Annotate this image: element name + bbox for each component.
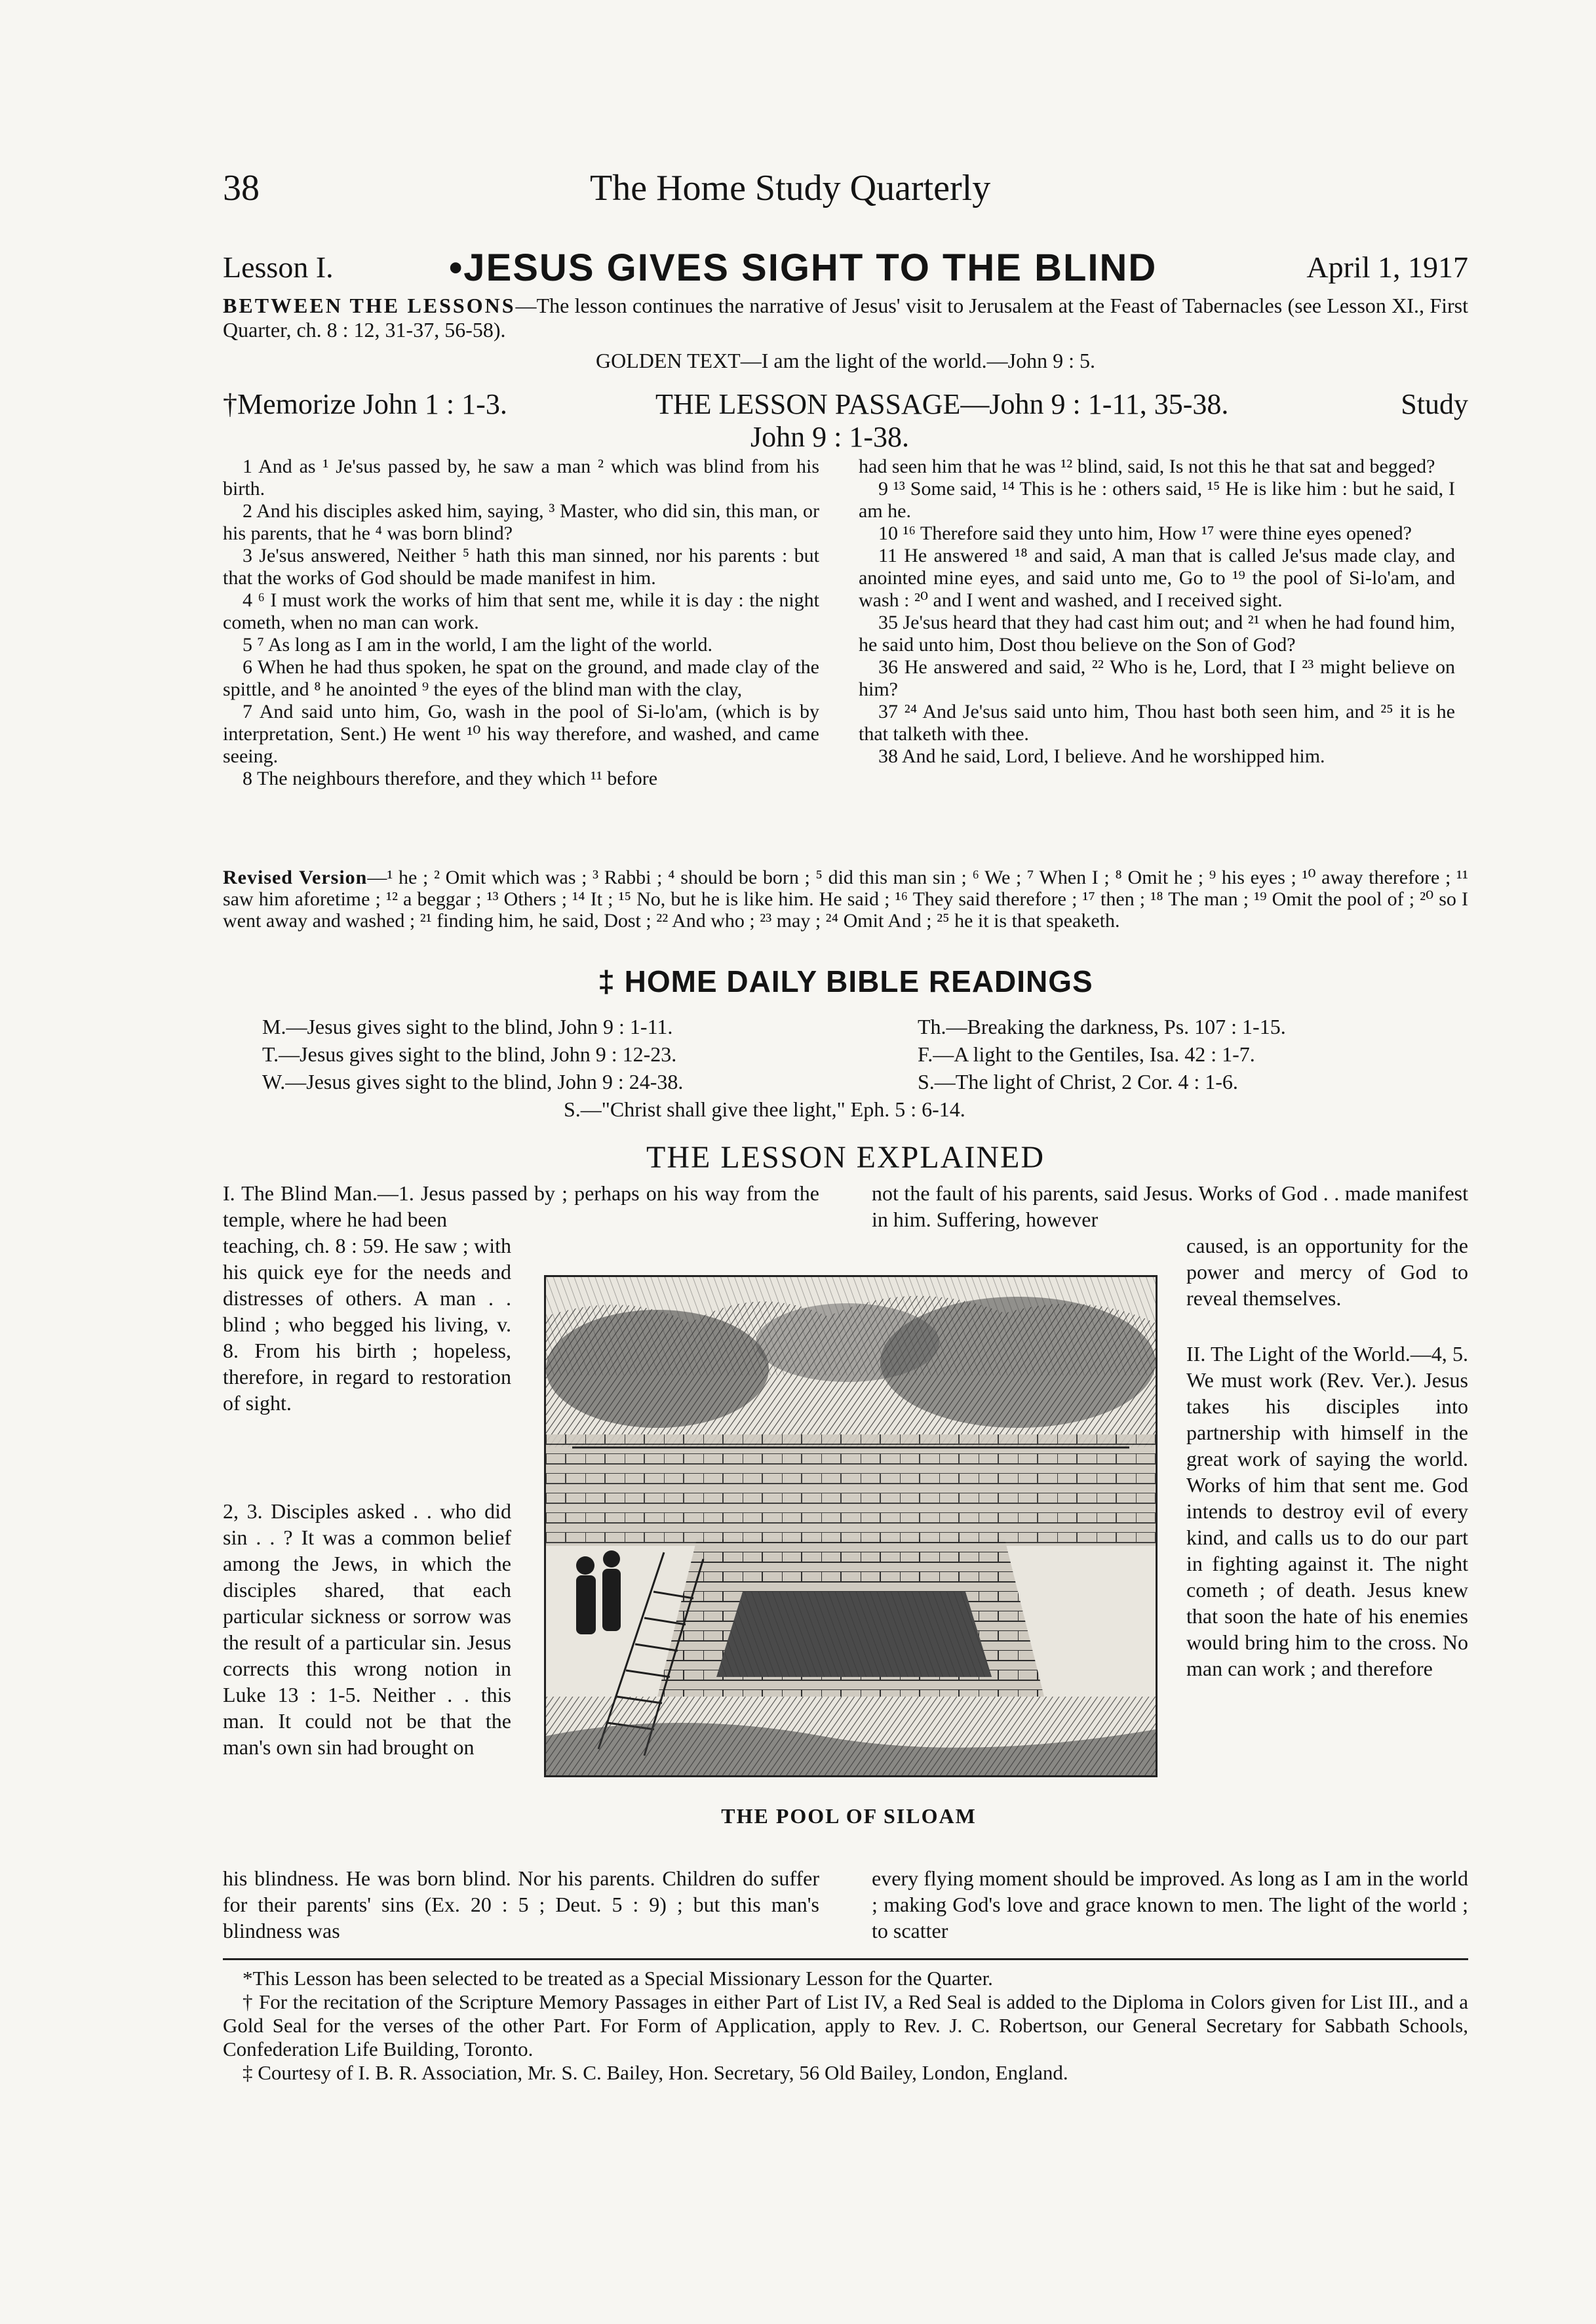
footnote: ‡ Courtesy of I. B. R. Association, Mr. S. C. Bailey, Hon. Secretary, 56 Old Bailey, London, England. [243, 2061, 1068, 2084]
lesson-title: •JESUS GIVES SIGHT TO THE BLIND [449, 246, 1158, 289]
explained-paragraph: 2, 3. Disciples asked . . who did sin . . ? It was a common belief among the Jews, in which the disciples shared, that each particular sickness or sorrow was the result of a particular sin. Jesus corrects this wrong notion in Luke 13 : 1-5. Neither . . this man. It could not be that the man's own sin had brought on [223, 1499, 511, 1759]
verse: 4 ⁶ I must work the works of him that sent me, while it is day : the night cometh, when no man can work. [223, 589, 819, 633]
golden-text: GOLDEN TEXT—I am the light of the world.—John 9 : 5. [596, 349, 1095, 372]
explained-paragraph: caused, is an opportunity for the power and mercy of God to reveal themselves. [1186, 1234, 1468, 1310]
verse: 3 Je'sus answered, Neither ⁵ hath this man sinned, nor his parents : but that the works of God should be made manifest in him. [223, 545, 819, 589]
lesson-explained-title: THE LESSON EXPLAINED [646, 1140, 1045, 1175]
lesson-heading [223, 246, 1468, 292]
journal-title: The Home Study Quarterly [590, 168, 991, 208]
lesson-date: April 1, 1917 [1306, 250, 1468, 284]
explained-paragraph: every flying moment should be improved. As long as I am in the world ; making God's love and grace known to men. The light of the world ; to scatter [872, 1866, 1468, 1942]
scripture-passage [223, 456, 1468, 856]
verse: 2 And his disciples asked him, saying, ³ Master, who did sin, this man, or his parents, that he ⁴ was born blind? [223, 500, 819, 544]
running-head [223, 167, 1468, 220]
explained-paragraph: II. The Light of the World.—4, 5. We must work (Rev. Ver.). Jesus takes his disciples into partnership with himself in the great work of saying the world. Works of him that sent me. God intends to destroy evil of every kind, and calls us to do our part in fighting against it. The night cometh ; of death. Jesus knew that soon the hate of his enemies would bring him to the cross. No man can work ; and therefore [1186, 1342, 1468, 1680]
explained-paragraph: teaching, ch. 8 : 59. He saw ; with his quick eye for the needs and distresses of others. A man . . blind ; who begged his living, v. 8. From his birth ; hopeless, therefore, in regard to restoration of sight. [223, 1234, 511, 1415]
reading-item: F.—A light to the Gentiles, Isa. 42 : 1-7. [918, 1042, 1255, 1066]
study-reference: John 9 : 1-38. [750, 421, 909, 453]
reading-item: W.—Jesus gives sight to the blind, John 9 : 24-38. [262, 1070, 684, 1093]
explained-paragraph: his blindness. He was born blind. Nor his parents. Children do suffer for their parents' sins (Ex. 20 : 5 ; Deut. 5 : 9) ; but this man's blindness was [223, 1866, 819, 1942]
verse: 9 ¹³ Some said, ¹⁴ This is he : others said, ¹⁵ He is like him : but he said, I am he. [859, 478, 1455, 522]
lesson-number: Lesson I. [223, 250, 334, 284]
revised-version-notes [223, 867, 1468, 932]
page-number: 38 [223, 168, 260, 208]
footnote-rule [223, 1958, 1468, 1960]
reading-item: T.—Jesus gives sight to the blind, John 9 : 12-23. [262, 1042, 677, 1066]
explained-paragraph: I. The Blind Man.—1. Jesus passed by ; perhaps on his way from the temple, where he had been [223, 1181, 819, 1231]
between-text: —The lesson continues the narrative of Jesus' visit to Jerusalem at the Feast of Tabernacles (see Lesson XI., First Quarter, ch. 8 : 12, 31-37, 56-58). [223, 294, 1469, 342]
reading-item: S.—The light of Christ, 2 Cor. 4 : 1-6. [918, 1070, 1238, 1093]
verse: 35 Je'sus heard that they had cast him out; and ²¹ when he had found him, he said unto him, Dost thou believe on the Son of God? [859, 612, 1455, 656]
study-label: Study [1401, 388, 1468, 420]
verse: 38 And he said, Lord, I believe. And he worshipped him. [878, 745, 1325, 767]
reading-item: S.—"Christ shall give thee light," Eph. 5 : 6-14. [564, 1097, 965, 1121]
verse: 8 The neighbours therefore, and they which ¹¹ before [243, 768, 658, 789]
figure-caption: THE POOL OF SILOAM [721, 1804, 977, 1828]
daily-readings-title: ‡ HOME DAILY BIBLE READINGS [598, 964, 1093, 998]
revised-version-label: Revised Version [223, 867, 368, 888]
verse: 36 He answered and said, ²² Who is he, Lord, that I ²³ might believe on him? [859, 656, 1455, 700]
verse: 7 And said unto him, Go, wash in the pool of Si-lo'am, (which is by interpretation, Sent.) He went ¹⁰ his way therefore, and washed, and came seeing. [223, 701, 819, 767]
between-the-lessons [223, 294, 1468, 342]
passage-title: THE LESSON PASSAGE—John 9 : 1-11, 35-38. [655, 388, 1229, 420]
pool-of-siloam-engraving [544, 1275, 1158, 1777]
footnote: † For the recitation of the Scripture Memory Passages in either Part of List IV, a Red Seal is added to the Diploma in Colors given for List III., and a Gold Seal for the verses of the other Part. For Form of Application, apply to Rev. J. C. Robertson, our General Secretary for Sabbath Schools, Confederation Life Building, Toronto. [223, 1990, 1468, 2060]
verse: 11 He answered ¹⁸ and said, A man that is called Je'sus made clay, and anointed mine eyes, and said unto me, Go to ¹⁹ the pool of Si-lo'am, and wash : ²⁰ and I went and washed, and I received sight. [859, 545, 1455, 611]
scripture-left-column [223, 456, 819, 790]
verse: 1 And as ¹ Je'sus passed by, he saw a man ² which was blind from his birth. [223, 456, 819, 500]
explained-paragraph: not the fault of his parents, said Jesus. Works of God . . made manifest in him. Suffering, however [872, 1181, 1468, 1231]
reading-item: M.—Jesus gives sight to the blind, John 9 : 1-11. [262, 1015, 673, 1038]
reading-item: Th.—Breaking the darkness, Ps. 107 : 1-15. [918, 1015, 1286, 1038]
verse: had seen him that he was ¹² blind, said, Is not this he that sat and begged? [859, 456, 1435, 477]
verse: 5 ⁷ As long as I am in the world, I am the light of the world. [243, 634, 713, 656]
memorize-note: †Memorize John 1 : 1-3. [223, 388, 507, 420]
scripture-right-column [859, 456, 1455, 768]
between-label: BETWEEN THE LESSONS [223, 294, 516, 317]
daily-readings [262, 1013, 1442, 1131]
verse: 10 ¹⁶ Therefore said they unto him, How ¹⁷ were thine eyes opened? [878, 522, 1412, 544]
verse: 37 ²⁴ And Je'sus said unto him, Thou hast both seen him, and ²⁵ it is he that talketh with thee. [859, 701, 1455, 745]
footnote: *This Lesson has been selected to be treated as a Special Missionary Lesson for the Quarter. [243, 1967, 993, 1990]
footnotes [223, 1967, 1468, 2085]
verse: 6 When he had thus spoken, he spat on the ground, and made clay of the spittle, and ⁸ he anointed ⁹ the eyes of the blind man with the clay, [223, 656, 819, 700]
revised-version-text: —¹ he ; ² Omit which was ; ³ Rabbi ; ⁴ should be born ; ⁵ did this man sin ; ⁶ We ; ⁷ When I ; ⁸ Omit he ; ⁹ his eyes ; ¹⁰ away therefore ; ¹¹ saw him aforetime ; ¹² a beggar ; ¹³ Others ; ¹⁴ It ; ¹⁵ No, but he is like him. He said ; ¹⁶ They said therefore ; ¹⁷ then ; ¹⁸ The man ; ¹⁹ Omit the pool of ; ²⁰ so I went away and washed ; ²¹ finding him, he said, Dost ; ²² And who ; ²³ may ; ²⁴ Omit And ; ²⁵ he it is that speaketh. [223, 867, 1469, 932]
